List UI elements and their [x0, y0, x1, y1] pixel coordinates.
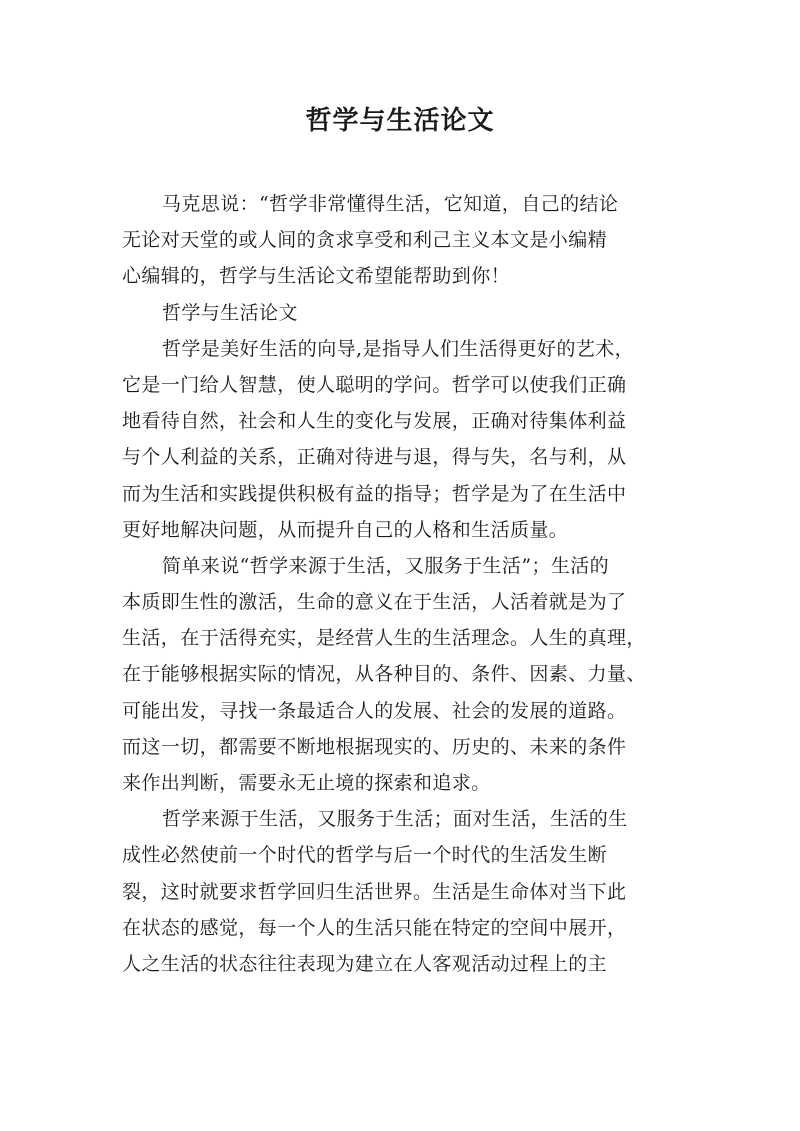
paragraph-line: 裂，这时就要求哲学回归生活世界。生活是生命体对当下此 [122, 880, 627, 903]
paragraph-line: 心编辑的，哲学与生活论文希望能帮助到你！ [122, 265, 511, 288]
paragraph-line: 本质即生性的激活，生命的意义在于生活，人活着就是为了 [122, 591, 627, 614]
paragraph-line: 而为生活和实践提供积极有益的指导；哲学是为了在生活中 [122, 482, 627, 505]
paragraph-line: 无论对天堂的或人间的贪求享受和利己主义本文是小编精 [122, 229, 608, 252]
document-title: 哲学与生活论文 [305, 106, 495, 136]
paragraph-line: 可能出发，寻找一条最适合人的发展、社会的发展的道路。 [122, 699, 627, 722]
paragraph-line: 人之生活的状态往往表现为建立在人客观活动过程上的主 [122, 952, 608, 975]
paragraph-line: 在于能够根据实际的情况，从各种目的、条件、因素、力量、 [122, 663, 646, 686]
paragraph-line: 与个人利益的关系，正确对待进与退，得与失，名与利，从 [122, 446, 627, 469]
paragraph-line: 而这一切，都需要不断地根据现实的、历史的、未来的条件 [122, 735, 627, 758]
paragraph-line: 来作出判断，需要永无止境的探索和追求。 [122, 772, 491, 794]
paragraph-line: 简单来说“哲学来源于生活，又服务于生活”；生活的 [162, 554, 610, 577]
paragraph-line: 在状态的感觉，每一个人的生活只能在特定的空间中展开， [122, 916, 627, 939]
paragraph-line: 哲学与生活论文 [162, 301, 298, 324]
paragraph-line: 更好地解决问题，从而提升自己的人格和生活质量。 [122, 518, 569, 541]
paragraph-line: 生活，在于活得充实，是经营人生的生活理念。人生的真理， [122, 627, 646, 650]
paragraph-line: 它是一门给人智慧，使人聪明的学问。哲学可以使我们正确 [122, 373, 627, 396]
paragraph-line: 哲学是美好生活的向导,是指导人们生活得更好的艺术， [162, 337, 635, 360]
paragraph-line: 哲学来源于生活，又服务于生活；面对生活，生活的生 [162, 808, 628, 831]
document-body [122, 186, 692, 982]
paragraph-line: 成性必然使前一个时代的哲学与后一个时代的生活发生断 [122, 844, 608, 867]
paragraph-line: 马克思说：“哲学非常懂得生活，它知道，自己的结论 [162, 193, 619, 215]
paragraph-line: 地看待自然，社会和人生的变化与发展，正确对待集体利益 [122, 410, 627, 433]
